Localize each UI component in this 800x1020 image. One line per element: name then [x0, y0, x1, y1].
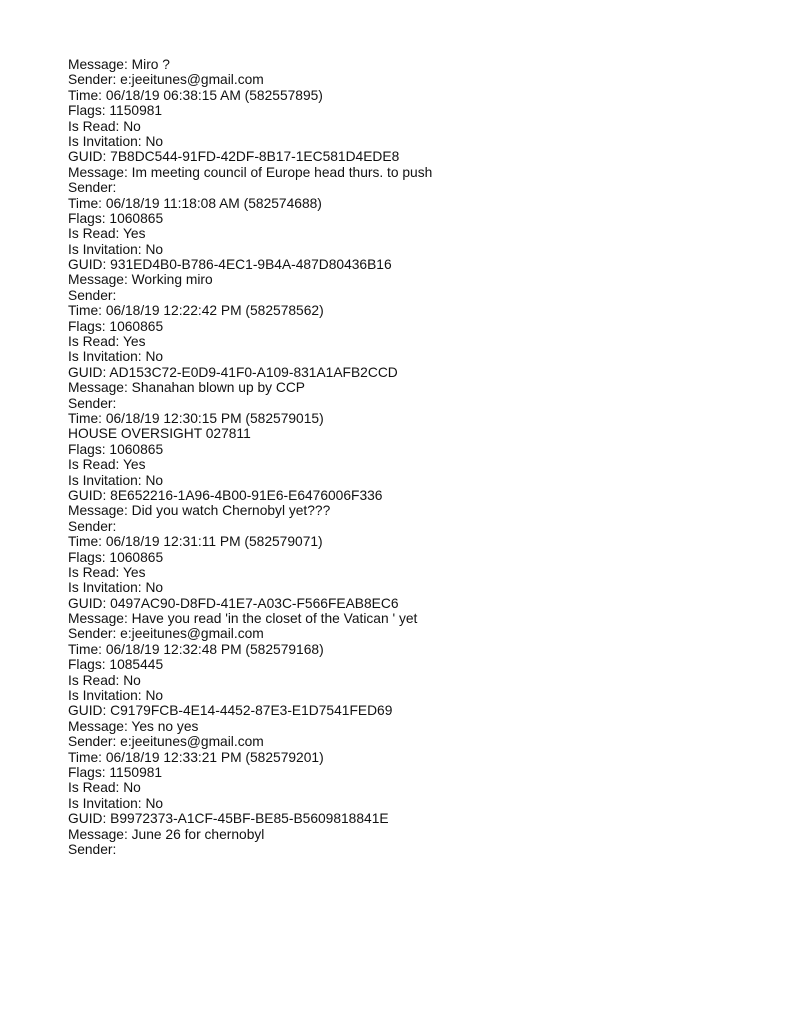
message-log	[68, 57, 768, 857]
log-line: Time: 06/18/19 12:33:21 PM (582579201)	[68, 749, 324, 765]
log-line: Time: 06/18/19 12:31:11 PM (582579071)	[68, 534, 323, 550]
log-line: Is Read: No	[68, 672, 141, 688]
log-line: Sender:	[68, 518, 117, 534]
log-line: Is Read: Yes	[68, 226, 146, 242]
log-line: Is Invitation: No	[68, 580, 164, 596]
log-line: Message: Have you read 'in the closet of the Vatican ' yet	[68, 611, 418, 627]
log-line: Flags: 1060865	[68, 441, 164, 457]
log-line: Time: 06/18/19 12:22:42 PM (582578562)	[68, 303, 324, 319]
log-line: Message: Did you watch Chernobyl yet???	[68, 503, 331, 519]
log-line: Time: 06/18/19 11:18:08 AM (582574688)	[68, 195, 322, 211]
log-line: GUID: C9179FCB-4E14-4452-87E3-E1D7541FED69	[68, 703, 393, 719]
log-line: Sender:	[68, 287, 117, 303]
log-line: Message: Shanahan blown up by CCP	[68, 380, 305, 396]
log-line: GUID: 8E652216-1A96-4B00-91E6-E6476006F336	[68, 487, 383, 503]
log-line: Sender:	[68, 395, 117, 411]
log-line: Is Invitation: No	[68, 241, 164, 257]
log-line: Is Read: Yes	[68, 457, 146, 473]
log-line: Message: Miro ?	[68, 57, 170, 72]
log-line: GUID: AD153C72-E0D9-41F0-A109-831A1AFB2CCD	[68, 364, 398, 380]
log-line: Flags: 1060865	[68, 210, 164, 226]
log-line: GUID: B9972373-A1CF-45BF-BE85-B5609818841E	[68, 811, 389, 827]
log-line: Time: 06/18/19 12:30:15 PM (582579015)	[68, 410, 324, 426]
log-line: Sender:	[68, 180, 117, 196]
log-line: Flags: 1060865	[68, 318, 164, 334]
log-line: Is Read: Yes	[68, 334, 146, 350]
log-line: Is Read: No	[68, 118, 141, 134]
log-line: GUID: 0497AC90-D8FD-41E7-A03C-F566FEAB8EC6	[68, 595, 399, 611]
log-line: Is Invitation: No	[68, 133, 164, 149]
log-line: Is Invitation: No	[68, 349, 164, 365]
log-line: Flags: 1150981	[68, 103, 163, 119]
log-line: Sender: e:jeeitunes@gmail.com	[68, 626, 264, 642]
bates-stamp: HOUSE OVERSIGHT 027811	[68, 426, 251, 442]
log-line: Message: Yes no yes	[68, 718, 199, 734]
log-line: Time: 06/18/19 12:32:48 PM (582579168)	[68, 641, 324, 657]
log-line: Message: June 26 for chernobyl	[68, 826, 265, 842]
log-line: Flags: 1085445	[68, 657, 164, 673]
message-log-page	[68, 57, 768, 857]
log-line: Is Read: No	[68, 780, 141, 796]
log-line: Sender:	[68, 841, 117, 857]
log-line: Message: Working miro	[68, 272, 213, 288]
log-line: Sender: e:jeeitunes@gmail.com	[68, 72, 264, 88]
log-line: Is Invitation: No	[68, 795, 164, 811]
log-line: Sender: e:jeeitunes@gmail.com	[68, 734, 264, 750]
log-line: GUID: 931ED4B0-B786-4EC1-9B4A-487D80436B16	[68, 257, 392, 273]
log-line: Is Read: Yes	[68, 564, 146, 580]
log-line: Flags: 1150981	[68, 764, 163, 780]
log-line: Flags: 1060865	[68, 549, 164, 565]
log-line: Time: 06/18/19 06:38:15 AM (582557895)	[68, 87, 323, 103]
log-line: Is Invitation: No	[68, 472, 164, 488]
log-line: Message: Im meeting council of Europe head thurs. to push	[68, 164, 433, 180]
log-line: Is Invitation: No	[68, 688, 164, 704]
log-line: GUID: 7B8DC544-91FD-42DF-8B17-1EC581D4EDE8	[68, 149, 400, 165]
